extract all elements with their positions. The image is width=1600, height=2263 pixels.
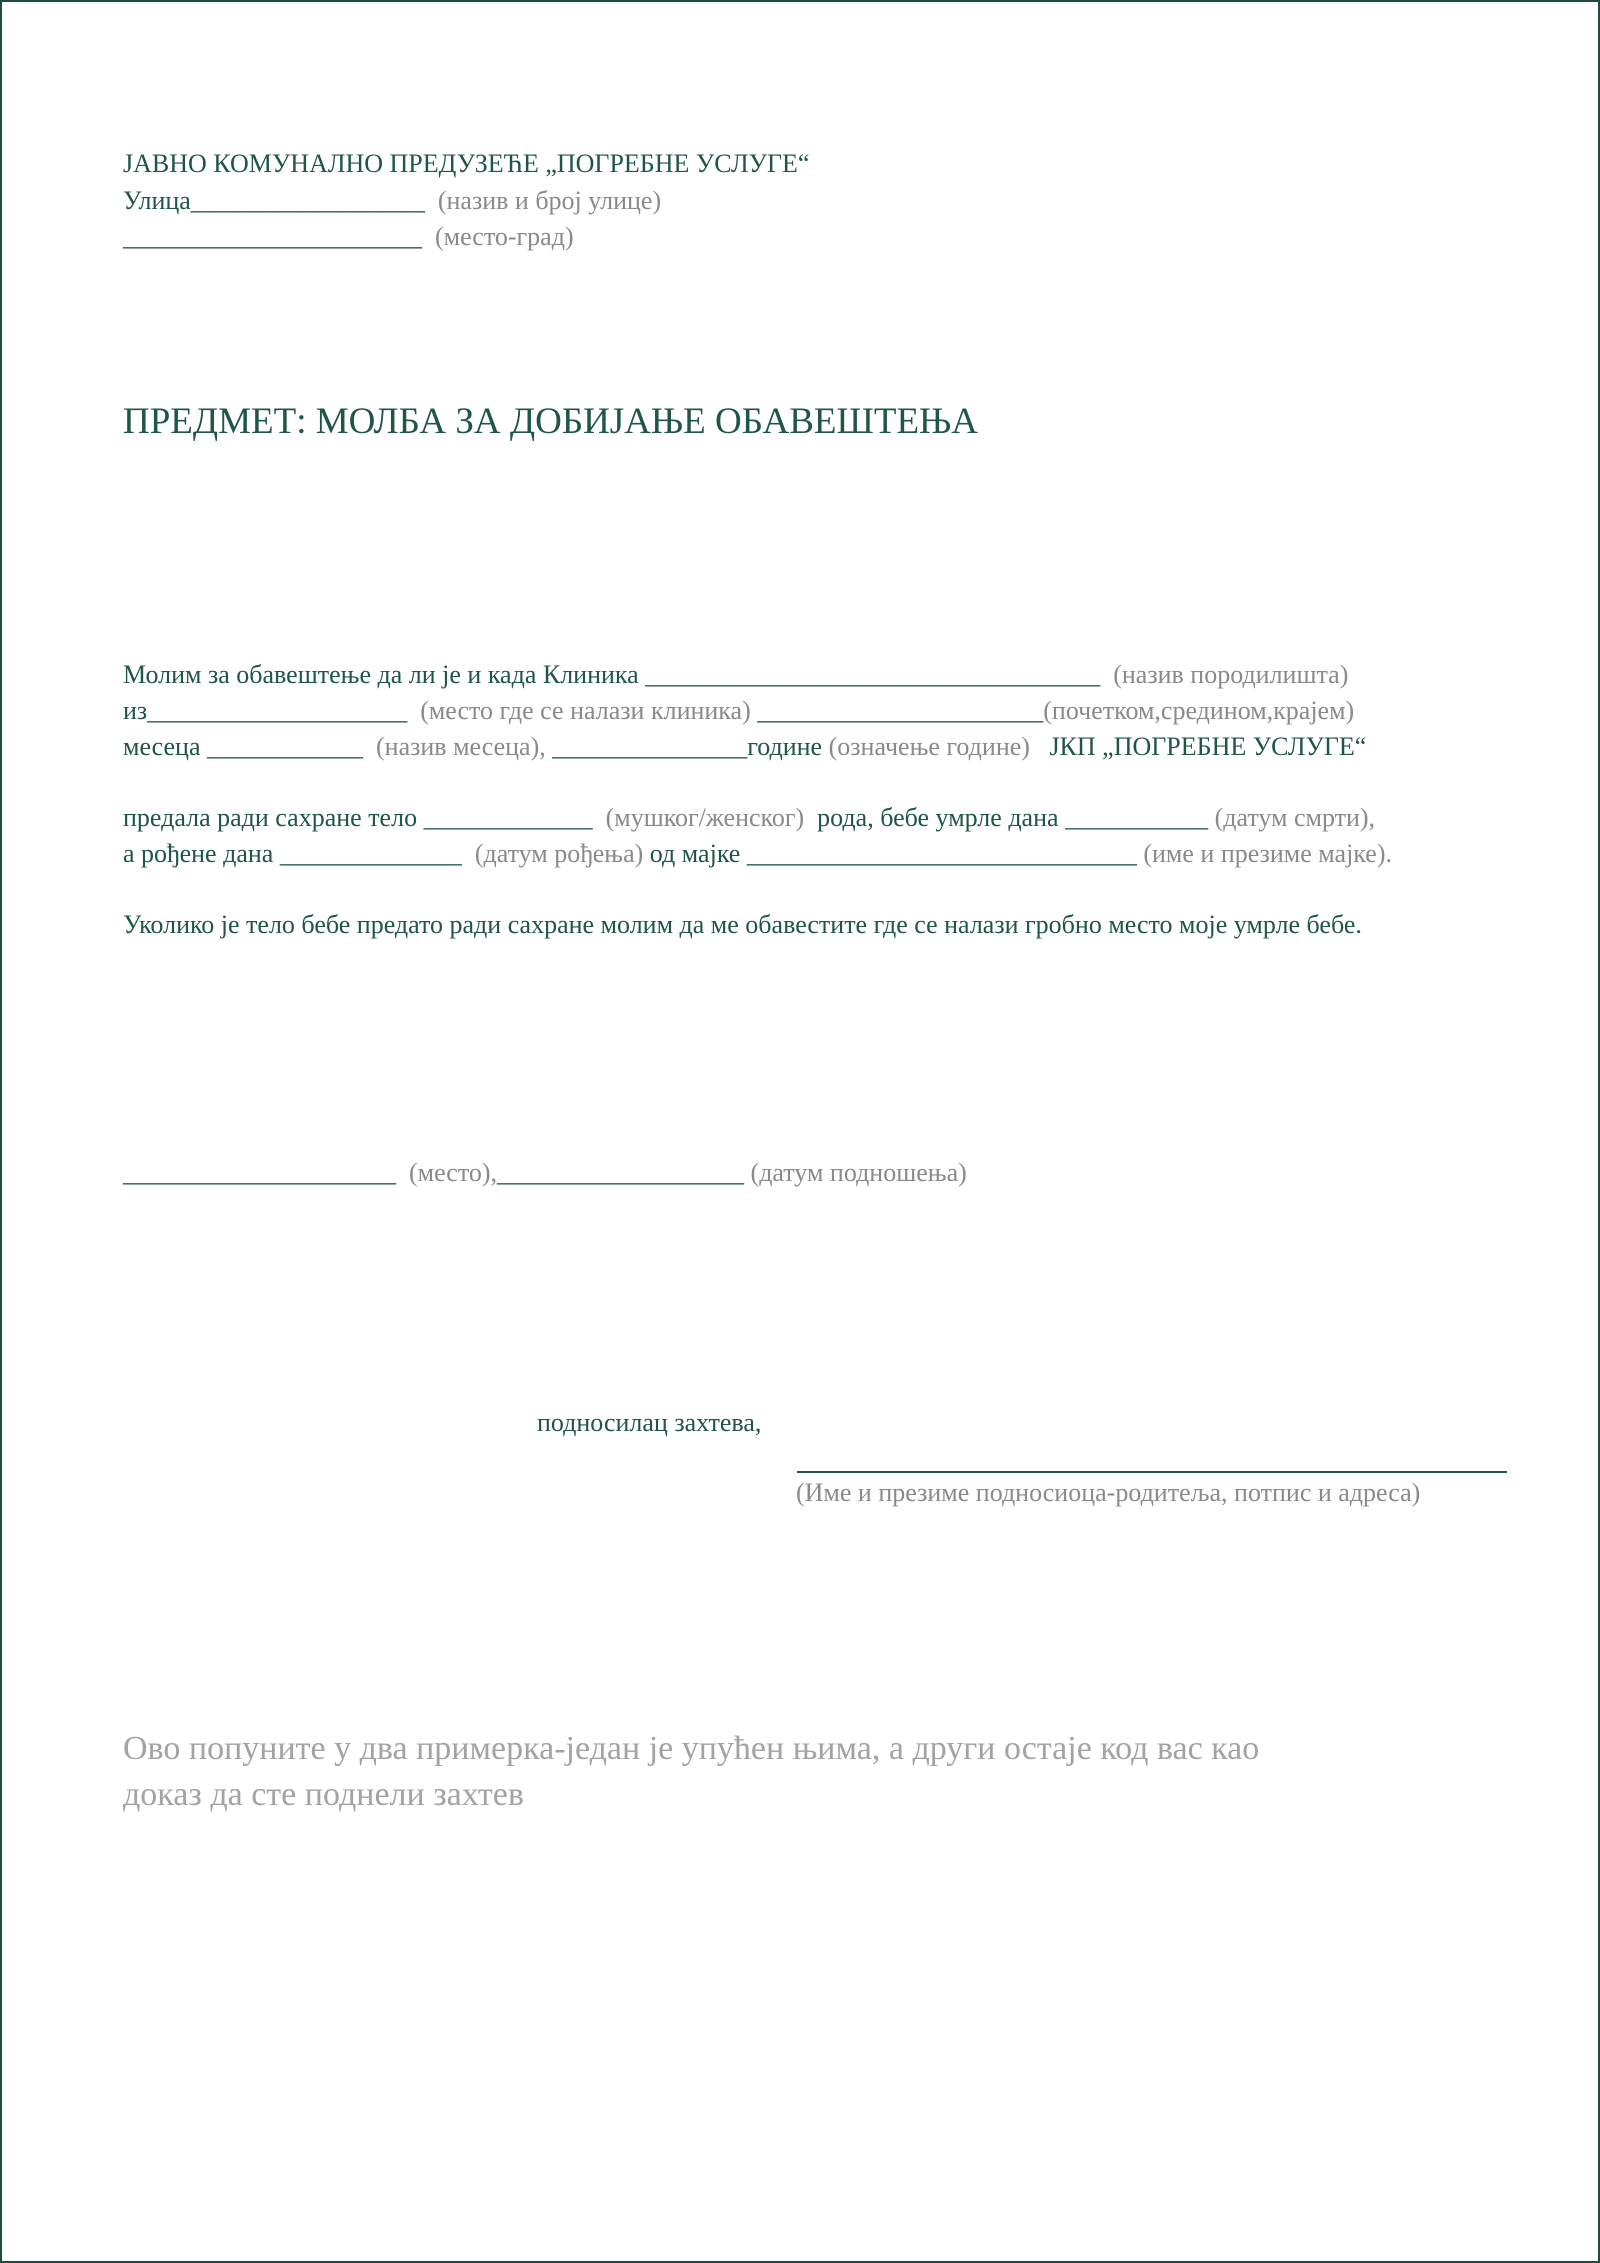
month-hint: (назив месеца), bbox=[376, 732, 546, 761]
city-hint: (место-град) bbox=[435, 222, 574, 251]
death-date-blank: ___________ bbox=[1065, 803, 1209, 832]
mother-name-blank: ______________________________ bbox=[746, 839, 1137, 868]
mother-name-hint: (име и презиме мајке). bbox=[1143, 839, 1392, 868]
body-line-2: из____________________ (место где се налази клиника) ______________________(почетком,средином,крајем) bbox=[123, 696, 1355, 725]
birth-date-blank: ______________ bbox=[279, 839, 462, 868]
header-city-line bbox=[123, 221, 574, 253]
body-line-4: предала ради сахране тело _____________ (мушког/женског) рода, бебе умрле дана ___________ (датум смрти), bbox=[123, 803, 1376, 832]
month-part-hint: (почетком,средином,крајем) bbox=[1043, 696, 1355, 725]
clinic-blank: ___________________________________ bbox=[645, 660, 1101, 689]
subject-heading: ПРЕДМЕТ: МОЛБА ЗА ДОБИЈАЊЕ ОБАВЕШТЕЊА bbox=[123, 401, 979, 442]
body-line-5: а рођене дана ______________ (датум рођења) од мајке ______________________________ (име и презиме мајке). bbox=[123, 839, 1392, 868]
gender-blank: _____________ bbox=[423, 803, 593, 832]
month-blank: ____________ bbox=[207, 732, 363, 761]
signature-hint: (Име и презиме подносиоца-родитеља, потпис и адреса) bbox=[796, 1478, 1421, 1507]
header-street-line: Улица__________________ (назив и број улице) bbox=[123, 186, 662, 215]
note-line-2: доказ да сте поднели захтев bbox=[123, 1776, 524, 1813]
clinic-place-hint: (место где се налази клиника) bbox=[420, 696, 751, 725]
place-blank: _____________________ bbox=[123, 1158, 396, 1187]
city-blank: _______________________ bbox=[123, 222, 422, 251]
body-line-6: Уколико је тело бебе предато ради сахране молим да ме обавестите где се налази гробно место моје умрле бебе. bbox=[123, 910, 1362, 939]
street-hint: (назив и број улице) bbox=[437, 186, 662, 215]
month-part-blank: ______________________ bbox=[757, 696, 1044, 725]
birth-date-hint: (датум рођења) bbox=[474, 839, 644, 868]
date-blank: ___________________ bbox=[497, 1158, 745, 1187]
company-name: ЈКП „ПОГРЕБНЕ УСЛУГЕ“ bbox=[1049, 732, 1367, 761]
body-line-1: Молим за обавештење да ли је и када Клиника ___________________________________ (назив породилишта) bbox=[123, 660, 1349, 689]
signature-line bbox=[797, 1471, 1507, 1473]
clinic-hint: (назив породилишта) bbox=[1113, 660, 1349, 689]
clinic-place-blank: ____________________ bbox=[147, 696, 408, 725]
year-hint: (означење године) bbox=[828, 732, 1030, 761]
gender-hint: (мушког/женског) bbox=[605, 803, 805, 832]
place-date-line bbox=[123, 1157, 967, 1189]
header-org: ЈАВНО КОМУНАЛНО ПРЕДУЗЕЋЕ „ПОГРЕБНЕ УСЛУГЕ“ bbox=[123, 149, 810, 178]
date-hint: (датум подношења) bbox=[750, 1158, 967, 1187]
year-blank: _______________ bbox=[552, 732, 748, 761]
place-hint: (место), bbox=[409, 1158, 498, 1187]
body-line-3: месеца ____________ (назив месеца), _______________године (означење године) ЈКП „ПОГРЕБНЕ УСЛУГЕ“ bbox=[123, 732, 1367, 761]
death-date-hint: (датум смрти), bbox=[1214, 803, 1376, 832]
note-line-1: Ово попуните у два примерка-један је упућен њима, а други остаје код вас као bbox=[123, 1730, 1260, 1767]
street-blank: __________________ bbox=[190, 186, 425, 215]
applicant-label: подносилац захтева, bbox=[537, 1408, 762, 1437]
